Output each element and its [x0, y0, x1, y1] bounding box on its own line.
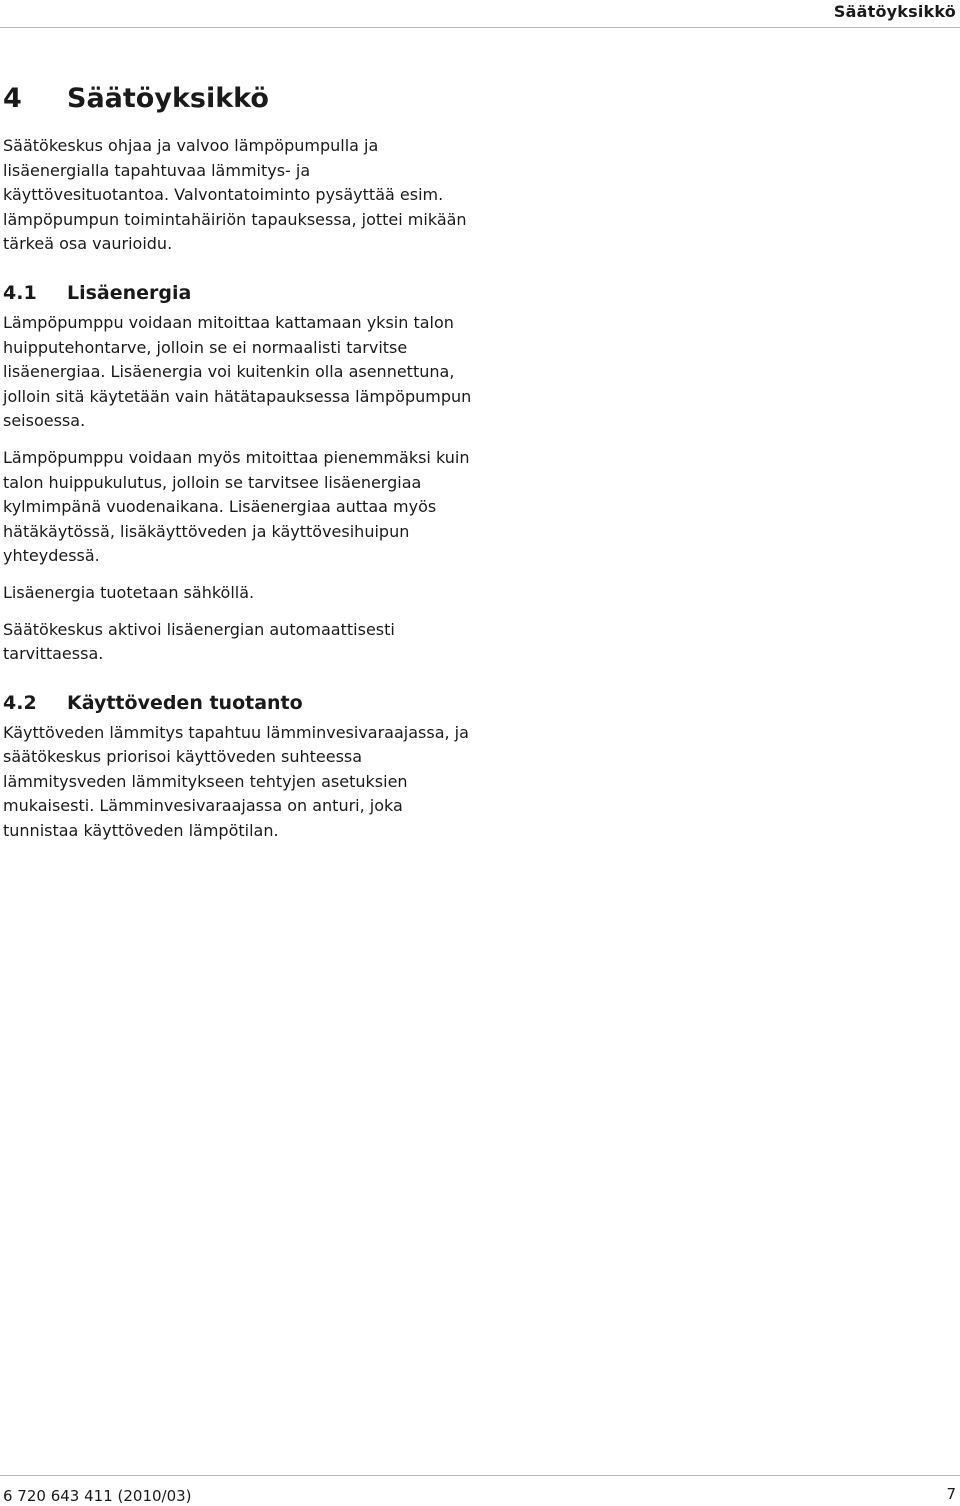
section-number: 4.1	[3, 281, 37, 304]
paragraph: Lisäenergia tuotetaan sähköllä.	[3, 582, 255, 602]
chapter-title: Säätöyksikkö	[67, 83, 269, 114]
page-number: 7	[946, 1485, 956, 1503]
page-footer	[0, 1475, 960, 1506]
section-number: 4.2	[3, 691, 37, 714]
section-title: Käyttöveden tuotanto	[67, 691, 303, 714]
section-heading-lisaenergia	[3, 279, 473, 307]
paragraph: Käyttöveden lämmitys tapahtuu lämminvesivaraajassa, ja säätökeskus priorisoi käyttöveden suhteessa lämmitysveden lämmitykseen tehtyjen asetuksien mukaisesti. Lämminvesivaraajassa on anturi, joka tunnistaa käyttöveden lämpötilan.	[3, 722, 469, 841]
document-code: 6 720 643 411 (2010/03)	[3, 1487, 192, 1505]
running-header	[0, 0, 960, 28]
paragraph: Lämpöpumppu voidaan myös mitoittaa pienemmäksi kuin talon huippukulutus, jolloin se tarvitsee lisäenergiaa kylmimpänä vuodenaikana. Lisäenergiaa auttaa myös hätäkäytössä, lisäkäyttöveden ja käyttövesihuipun yhteydessä.	[3, 447, 470, 566]
paragraph: Lämpöpumppu voidaan mitoittaa kattamaan yksin talon huipputehontarve, jolloin se ei normaalisti tarvitse lisäenergiaa. Lisäenergia voi kuitenkin olla asennettuna, jolloin sitä käytetään vain hätätapauksessa lämpöpumpun seisoessa.	[3, 312, 472, 431]
page-content	[3, 80, 473, 856]
section-title: Lisäenergia	[67, 281, 192, 304]
chapter-number: 4	[3, 83, 22, 114]
section-heading-kayttoveden-tuotanto	[3, 689, 473, 717]
paragraph: Säätökeskus aktivoi lisäenergian automaattisesti tarvittaessa.	[3, 619, 395, 664]
intro-paragraph: Säätökeskus ohjaa ja valvoo lämpöpumpulla ja lisäenergialla tapahtuvaa lämmitys- ja käyttövesituotantoa. Valvontatoiminto pysäyttää esim. lämpöpumpun toimintahäiriön tapauksessa, jottei mikään tärkeä osa vaurioidu.	[3, 136, 467, 254]
running-header-title: Säätöyksikkö	[833, 2, 956, 21]
chapter-heading	[3, 80, 473, 118]
